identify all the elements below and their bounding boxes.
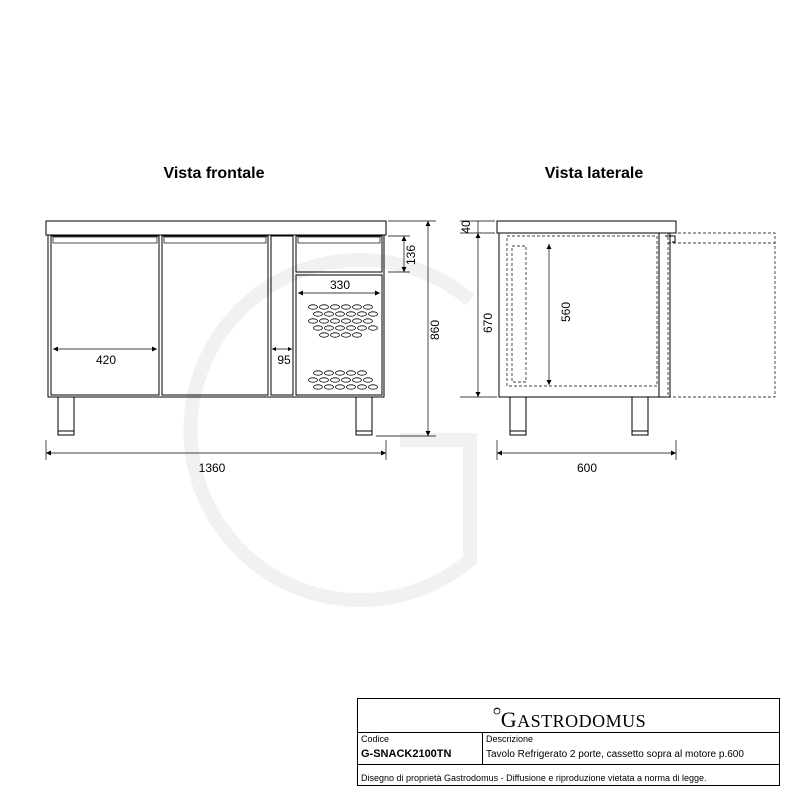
description-value: Tavolo Refrigerato 2 porte, cassetto sopra al motore p.600	[486, 749, 744, 760]
vent-slot	[336, 312, 345, 316]
dim-depth: 600	[576, 461, 598, 475]
vent-slot	[358, 326, 367, 330]
dim-inner-height: 560	[559, 301, 573, 323]
vent-slot	[364, 319, 373, 323]
vent-slot	[309, 378, 318, 382]
title-block-code-cell	[358, 732, 483, 765]
vent-slot	[320, 305, 329, 309]
center-column	[271, 236, 293, 395]
dim-drawer-height: 136	[404, 244, 418, 266]
vent-slot	[353, 305, 362, 309]
title-block	[357, 698, 780, 786]
gastrodomus-logo	[358, 707, 779, 733]
vent-grille-bottom	[309, 371, 378, 389]
vent-slot	[336, 371, 345, 375]
door-right	[162, 236, 268, 395]
dim-door-width: 420	[95, 353, 117, 367]
vent-slot	[314, 371, 323, 375]
vent-slot	[314, 326, 323, 330]
description-label: Descrizione	[486, 734, 534, 744]
inner-motor-box	[512, 246, 526, 382]
vent-slot	[364, 378, 373, 382]
side-leg-right	[632, 397, 648, 435]
door-left	[51, 236, 159, 395]
vent-slot	[331, 333, 340, 337]
vent-slot	[353, 378, 362, 382]
vent-slot	[325, 371, 334, 375]
code-value: G-SNACK2100TN	[361, 748, 452, 760]
dim-top-thickness: 40	[459, 220, 473, 234]
vent-slot	[369, 326, 378, 330]
vent-slot	[336, 326, 345, 330]
vent-slot	[342, 319, 351, 323]
logo-initial: G	[500, 707, 518, 732]
vent-slot	[358, 312, 367, 316]
side-worktop	[497, 221, 676, 233]
vent-slot	[347, 312, 356, 316]
side-leg-left	[510, 397, 526, 435]
vent-slot	[320, 378, 329, 382]
dim-total-height: 860	[428, 319, 442, 341]
vent-slot	[325, 326, 334, 330]
vent-slot	[347, 326, 356, 330]
side-view-title: Vista laterale	[544, 165, 644, 182]
dim-body-height: 670	[481, 312, 495, 334]
vent-slot	[347, 385, 356, 389]
title-block-footer: Disegno di proprietà Gastrodomus - Diffusione e riproduzione vietata a norma di legge.	[361, 773, 707, 783]
side-view	[459, 220, 775, 475]
side-body	[499, 233, 659, 397]
front-leg-left	[58, 397, 74, 435]
front-view-title: Vista frontale	[163, 165, 265, 182]
vent-slot	[309, 305, 318, 309]
vent-slot	[325, 312, 334, 316]
vent-slot	[347, 371, 356, 375]
vent-slot	[342, 333, 351, 337]
door-left-handle	[53, 237, 157, 243]
dim-column-width: 95	[277, 353, 291, 367]
vent-slot	[331, 305, 340, 309]
door-right-handle	[164, 237, 266, 243]
vent-slot	[336, 385, 345, 389]
drawer-extended	[668, 233, 775, 397]
front-leg-right	[356, 397, 372, 435]
drawer-handle	[298, 237, 380, 243]
vent-slot	[320, 333, 329, 337]
vent-slot	[331, 378, 340, 382]
inner-compartment	[507, 236, 657, 386]
vent-slot	[342, 378, 351, 382]
vent-slot	[358, 385, 367, 389]
logo-rest: ASTRODOMUS	[517, 711, 647, 731]
vent-slot	[314, 385, 323, 389]
vent-slot	[364, 305, 373, 309]
vent-slot	[353, 333, 362, 337]
vent-slot	[358, 371, 367, 375]
vent-slot	[331, 319, 340, 323]
vent-slot	[314, 312, 323, 316]
vent-slot	[353, 319, 362, 323]
vent-slot	[342, 305, 351, 309]
title-block-description-cell	[483, 732, 779, 765]
vent-slot	[369, 312, 378, 316]
vent-grille-top	[309, 305, 378, 337]
vent-slot	[320, 319, 329, 323]
vent-slot	[309, 319, 318, 323]
dim-total-width: 1360	[198, 461, 226, 475]
vent-slot	[369, 385, 378, 389]
vent-slot	[325, 385, 334, 389]
front-worktop	[46, 221, 386, 235]
code-label: Codice	[361, 734, 390, 744]
dim-drawer-width: 330	[329, 278, 351, 292]
title-block-logo-row	[358, 699, 779, 733]
